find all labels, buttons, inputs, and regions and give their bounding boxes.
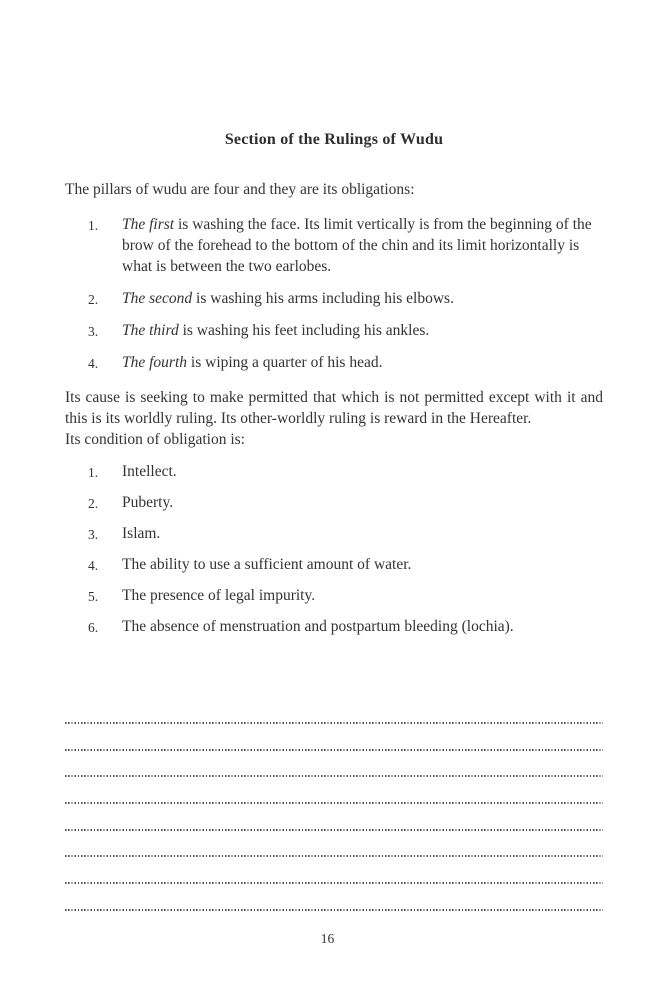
list-item-text [122,216,592,275]
list-item-text: The absence of menstruation and postpartum bleeding (lochia). [122,618,514,635]
dotted-writing-line [65,855,603,857]
list-item [65,554,603,575]
pillars-list [65,214,603,373]
item-body: is wiping a quarter of his head. [187,354,383,371]
list-number: 1. [88,465,99,480]
list-number: 4. [88,558,99,573]
item-lead: The second [122,290,193,307]
dotted-writing-line [65,829,603,831]
list-item-text: The ability to use a sufficient amount of water. [122,556,412,573]
list-item [65,616,603,637]
list-item [65,461,603,482]
list-number: 3. [88,324,99,339]
item-lead: The fourth [122,354,188,371]
dotted-writing-line [65,722,603,724]
dotted-writing-line [65,802,603,804]
item-body: is washing his feet including his ankles. [178,322,430,339]
list-number: 3. [88,527,99,542]
list-item-text [122,322,429,339]
list-item-text: Islam. [122,525,161,542]
list-item-text: Intellect. [122,463,177,480]
intro-line: The pillars of wudu are four and they are its obligations: [65,181,415,198]
list-number: 2. [88,496,99,511]
cause-paragraph: Its cause is seeking to make permitted that which is not permitted except with it and this is its worldly ruling. Its other-worldly ruling is reward in the Hereafter. [65,389,603,427]
list-number: 1. [88,218,99,233]
list-item-text [122,290,454,307]
item-body: is washing his arms including his elbows. [192,290,454,307]
page-number: 16 [320,931,335,946]
item-lead: The first [122,216,175,233]
item-body: is washing the face. Its limit vertically is from the beginning of the brow of the forehead to the bottom of the chin and its limit horizontally is what is between the two earlobes. [122,216,592,275]
list-item-text: The presence of legal impurity. [122,587,316,604]
list-number: 6. [88,620,99,635]
item-lead: The third [122,322,179,339]
dotted-writing-line [65,749,603,751]
list-item [65,352,603,373]
list-item-text [122,354,382,371]
dotted-writing-line [65,909,603,911]
list-number: 2. [88,292,99,307]
notes-area [65,722,603,936]
section-title: Section of the Rulings of Wudu [224,131,444,148]
list-item [65,585,603,606]
dotted-writing-line [65,775,603,777]
list-item [65,523,603,544]
list-item [65,288,603,309]
list-item [65,492,603,513]
list-number: 4. [88,356,99,371]
list-item-text: Puberty. [122,494,174,511]
dotted-writing-line [65,882,603,884]
conditions-list [65,461,603,637]
list-item [65,320,603,341]
list-item [65,214,603,277]
list-number: 5. [88,589,99,604]
condition-line: Its condition of obligation is: [65,431,245,448]
